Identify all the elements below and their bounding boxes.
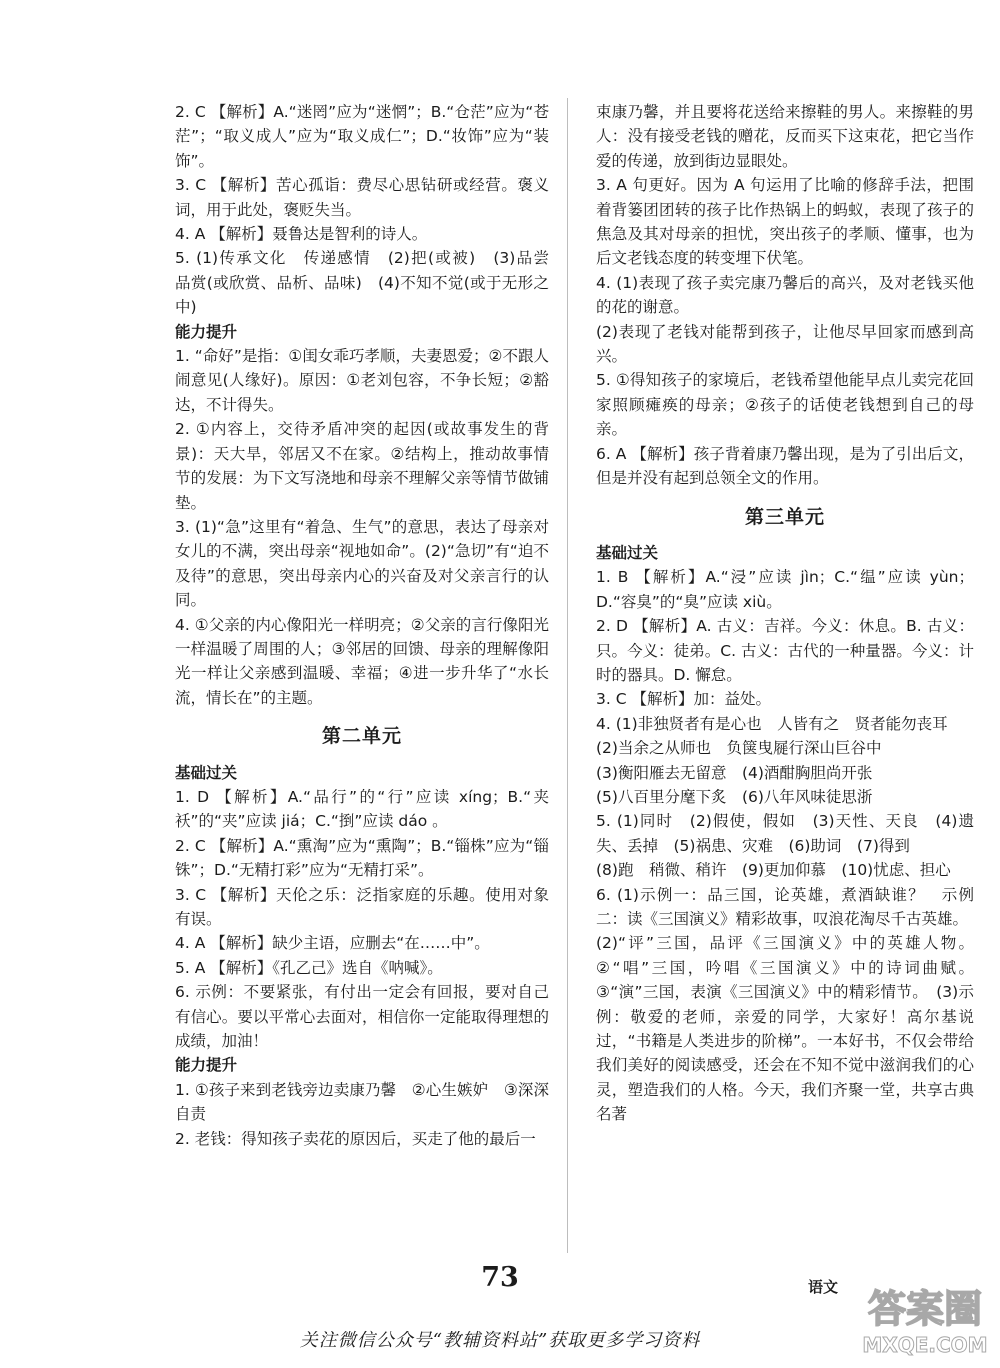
unit3-answer-3: 3. C 【解析】加：益处。 <box>596 690 771 709</box>
unit2-answer-2: 2. C 【解析】A.“熏淘”应为“熏陶”；B.“锱株”应为“锱铢”；D.“无精打彩”应为“无精打采”。 <box>175 836 549 880</box>
ability-answer-1: 1. “命好”是指：①闺女乖巧孝顺，夫妻恩爱；②不跟人闹意见(人缘好)。原因：①老刘包容，不争长短；②豁达，不计得失。 <box>175 347 549 414</box>
unit2-ability-answer-2: 2. 老钱：得知孩子卖花的原因后，买走了他的最后一 <box>175 1129 536 1148</box>
answer-3-right: 3. A 句更好。因为 A 句运用了比喻的修辞手法，把围着背篓团团转的孩子比作热锅上的蚂蚁，表现了孩子的焦急及其对母亲的担忧，突出孩子的孝顺、懂事，也为后文老钱态度的转变埋下伏笔。 <box>596 176 974 268</box>
answer-2c: 2. C 【解析】A.“迷罔”应为“迷惘”；B.“仓茫”应为“苍茫”；“取义成人”应为“取义成仁”；D.“妆饰”应为“装饰”。 <box>175 103 549 170</box>
column-divider <box>567 98 568 1253</box>
ability-answer-2: 2. ①内容上，交待矛盾冲突的起因(或故事发生的背景)：天大旱，邻居又不在家。②结构上，推动故事情节的发展：为下文写浇地和母亲不理解父亲等情节做铺垫。 <box>175 420 549 512</box>
answer-5: 5. (1)传承文化 传递感情 (2)把(或被) (3)品尝 品赏(或欣赏、品析、品味) (4)不知不觉(或于无形之中) <box>175 249 565 317</box>
unit3-answer-6a: 6. (1)示例一：品三国，论英雄，煮酒缺谁？ 示例二：读《三国演义》精彩故事，叹浪花淘尽千古英雄。 <box>596 885 974 928</box>
footer-note: 关注微信公众号“教辅资料站”获取更多学习资料 <box>299 1330 701 1351</box>
section-heading-ability-1: 能力提升 <box>175 322 238 341</box>
right-column <box>596 100 974 1127</box>
unit3-answer-4d: (5)八百里分麾下炙 (6)八年风味徒思浙 <box>596 787 873 806</box>
unit3-answer-4c: (3)衡阳雁去无留意 (4)酒酣胸胆尚开张 <box>596 763 873 782</box>
unit3-answer-1: 1. B 【解析】A.“浸”应读 jìn；C.“缊”应读 yùn；D.“容臭”的“臭”应读 xiù。 <box>596 568 974 611</box>
svg-text:MXQE.COM: MXQE.COM <box>862 1333 988 1357</box>
subject-label: 语文 <box>808 1278 839 1296</box>
answer-3c: 3. C 【解析】苦心孤诣：费尽心思钻研或经营。褒义词，用于此处，褒贬失当。 <box>175 176 549 219</box>
unit3-answer-4b: (2)当余之从师也 负箧曳屣行深山巨谷中 <box>596 739 882 758</box>
unit3-answer-4a: 4. (1)非独贤者有是心也 人皆有之 贤者能勿丧耳 <box>596 714 948 733</box>
unit-three-heading: 第三单元 <box>744 505 825 528</box>
unit2-answer-3: 3. C 【解析】天伦之乐：泛指家庭的乐趣。使用对象有误。 <box>175 885 549 928</box>
ability-answer-3: 3. (1)“急”这里有“着急、生气”的意思，表达了母亲对女儿的不满，突出母亲“视地如命”。(2)“急切”有“迫不及待”的意思，突出母亲内心的兴奋及对父亲言行的认同。 <box>175 517 549 610</box>
answer-5-right: 5. ①得知孩子的家境后，老钱希望他能早点儿卖完花回家照顾瘫痪的母亲；②孩子的话使老钱想到自己的母亲。 <box>596 371 974 439</box>
answer-4-part1: 4. (1)表现了孩子卖完康乃馨后的高兴，及对老钱买他的花的谢意。 <box>596 273 974 317</box>
page-number: 73 <box>481 1262 519 1293</box>
section-heading-ability-2: 能力提升 <box>175 1056 238 1075</box>
answer-6-right: 6. A 【解析】孩子背着康乃馨出现，是为了引出后文，但是并没有起到总领全文的作用。 <box>596 444 974 488</box>
ability-answer-4: 4. ①父亲的内心像阳光一样明亮；②父亲的言行像阳光一样温暖了周围的人；③邻居的回馈、母亲的理解像阳光一样让父亲感到温暖、幸福；④进一步升华了“水长流，情长在”的主题。 <box>175 615 549 707</box>
answer-4a: 4. A 【解析】聂鲁达是智利的诗人。 <box>175 225 428 244</box>
unit2-answer-1: 1. D 【解析】A.“品行”的“行”应读 xíng；B.“夹袄”的“夹”应读 jiá；C.“捯”应读 dáo 。 <box>175 787 549 831</box>
answer-4-part2: (2)表现了老钱对能帮到孩子，让他尽早回家而感到高兴。 <box>596 322 974 366</box>
unit2-answer-5: 5. A 【解析】《孔乙己》选自《呐喊》。 <box>175 958 443 977</box>
section-heading-basics-3: 基础过关 <box>596 543 659 562</box>
unit3-answer-5b: (8)跑 稍微、稍许 (9)更加仰慕 (10)忧虑、担心 <box>596 861 951 880</box>
unit3-answer-6b: (2)“评”三国，品评《三国演义》中的英雄人物。②“唱”三国，吟唱《三国演义》中的诗词曲赋。③“演”三国，表演《三国演义》中的精彩情节。 (3)示例：敬爱的老师，亲爱的同学，大家好！高尔基说过，“书籍是人类进步的阶梯”。一本好书，不仅会带给我们美好的阅读感受，还会在不知不觉中滋润我们的心灵，塑造我们的人格。今天，我们齐聚一堂，共享古典名著 <box>596 934 974 1124</box>
unit3-answer-2: 2. D 【解析】A. 古义：吉祥。今义：休息。B. 古义：只。今义：徒弟。C. 古义：古代的一种量器。今义：计时的器具。D. 懈怠。 <box>596 617 974 684</box>
section-heading-basics-2: 基础过关 <box>175 763 238 782</box>
unit2-ability-answer-1: 1. ①孩子来到老钱旁边卖康乃馨 ②心生嫉妒 ③深深自责 <box>175 1080 549 1124</box>
unit-two-heading: 第二单元 <box>321 725 402 748</box>
unit2-answer-6: 6. 示例：不要紧张，有付出一定会有回报，要对自己有信心。要以平常心去面对，相信你一定能取得理想的成绩，加油！ <box>175 983 549 1051</box>
unit2-answer-4: 4. A 【解析】缺少主语，应删去“在……中”。 <box>175 934 490 953</box>
unit3-answer-5a: 5. (1)同时 (2)假使，假如 (3)天性、天良 (4)遗失、丢掉 (5)祸患、灾难 (6)助词 (7)得到 <box>596 812 974 855</box>
svg-text:答案圈: 答案圈 <box>867 1287 983 1331</box>
continued-answer: 束康乃馨，并且要将花送给来擦鞋的男人。来擦鞋的男人：没有接受老钱的赠花，反而买下这束花，把它当作爱的传递，放到街边显眼处。 <box>596 103 974 170</box>
left-column <box>175 100 565 1151</box>
